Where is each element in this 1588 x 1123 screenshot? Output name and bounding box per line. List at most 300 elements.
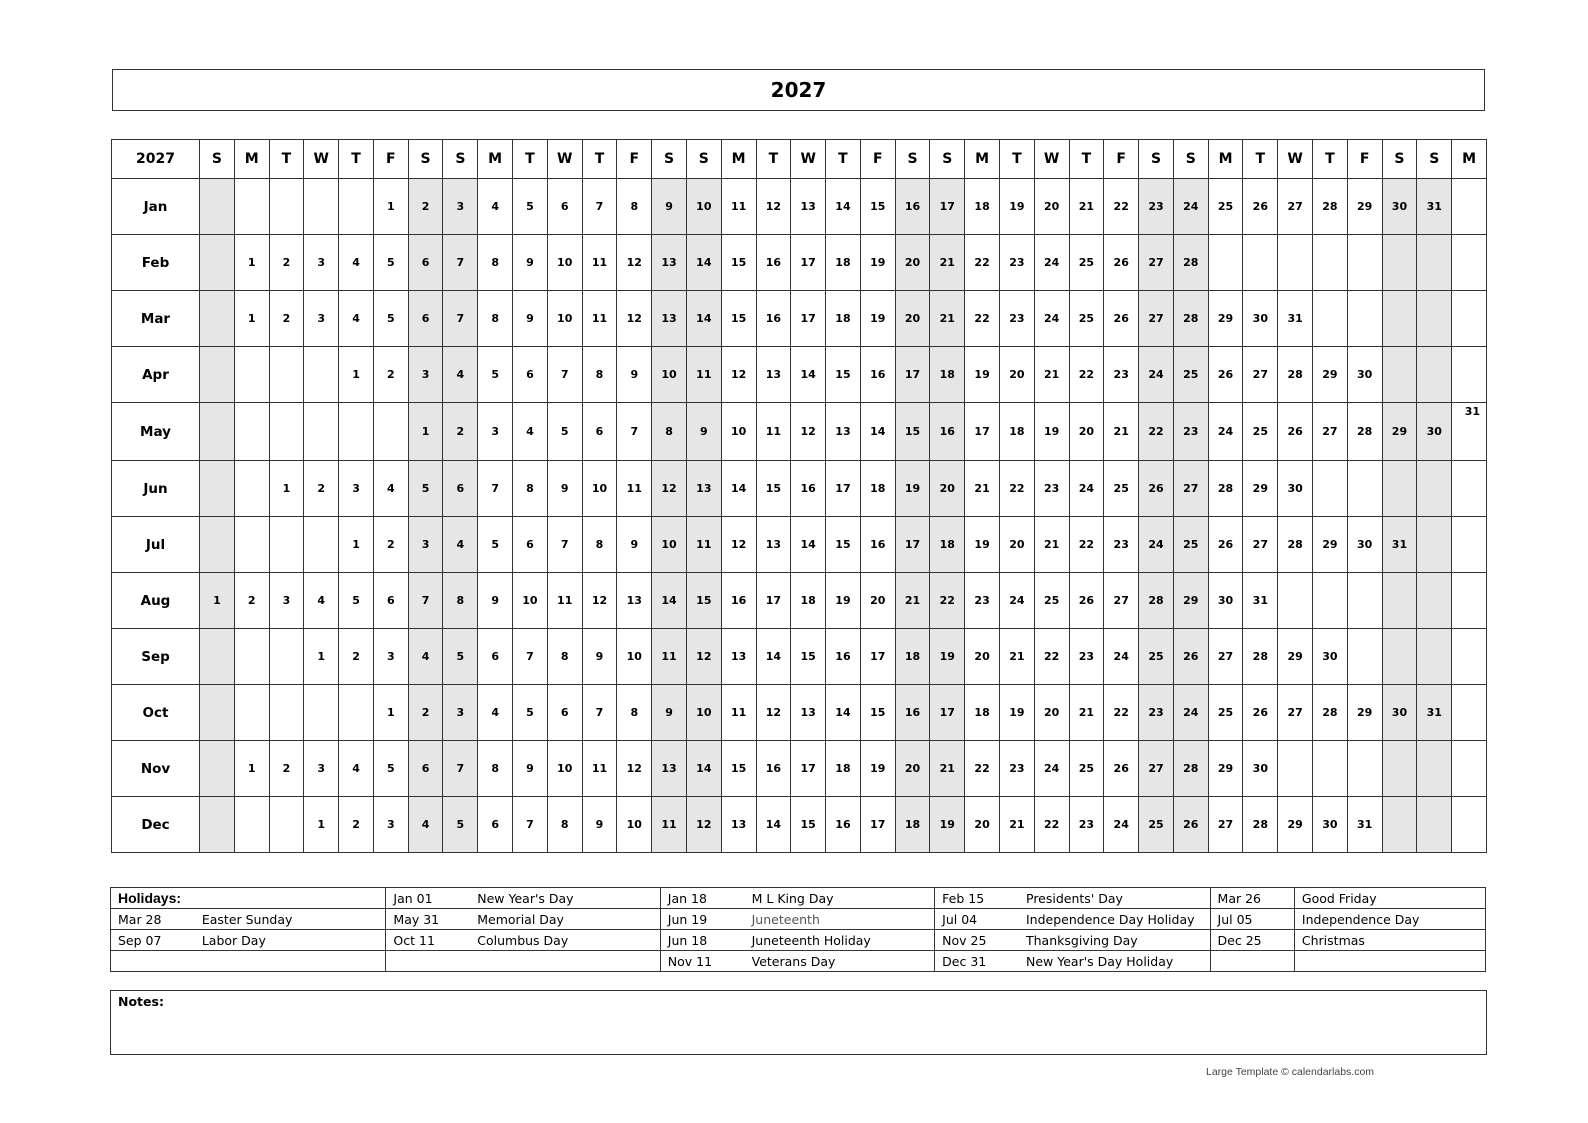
- day-cell[interactable]: [1452, 461, 1487, 517]
- day-cell[interactable]: 16: [930, 403, 965, 461]
- day-cell[interactable]: 29: [1313, 347, 1348, 403]
- day-cell[interactable]: 14: [826, 685, 861, 741]
- day-cell[interactable]: 19: [860, 291, 895, 347]
- day-cell[interactable]: 26: [1243, 179, 1278, 235]
- day-cell[interactable]: 14: [860, 403, 895, 461]
- day-cell[interactable]: 28: [1313, 179, 1348, 235]
- day-cell[interactable]: 17: [826, 461, 861, 517]
- day-cell[interactable]: 8: [582, 517, 617, 573]
- day-cell[interactable]: 16: [826, 797, 861, 853]
- day-cell[interactable]: 29: [1208, 291, 1243, 347]
- day-cell[interactable]: 11: [617, 461, 652, 517]
- day-cell[interactable]: 20: [965, 797, 1000, 853]
- day-cell[interactable]: 1: [234, 741, 269, 797]
- day-cell[interactable]: 11: [652, 797, 687, 853]
- day-cell[interactable]: 26: [1243, 685, 1278, 741]
- notes-box[interactable]: [110, 990, 1487, 1055]
- day-cell[interactable]: 24: [1173, 685, 1208, 741]
- day-cell[interactable]: [234, 685, 269, 741]
- day-cell[interactable]: 20: [999, 347, 1034, 403]
- day-cell[interactable]: 17: [930, 179, 965, 235]
- day-cell[interactable]: 14: [721, 461, 756, 517]
- day-cell[interactable]: 14: [652, 573, 687, 629]
- day-cell[interactable]: 2: [269, 741, 304, 797]
- day-cell[interactable]: 24: [1104, 797, 1139, 853]
- day-cell[interactable]: 7: [547, 517, 582, 573]
- day-cell[interactable]: 10: [652, 517, 687, 573]
- day-cell[interactable]: [234, 347, 269, 403]
- day-cell[interactable]: 18: [826, 291, 861, 347]
- day-cell[interactable]: 25: [1173, 347, 1208, 403]
- day-cell[interactable]: 30: [1208, 573, 1243, 629]
- day-cell[interactable]: 3: [408, 517, 443, 573]
- day-cell[interactable]: 13: [756, 347, 791, 403]
- day-cell[interactable]: [200, 741, 235, 797]
- day-cell[interactable]: 29: [1347, 179, 1382, 235]
- day-cell[interactable]: 29: [1173, 573, 1208, 629]
- day-cell[interactable]: 17: [860, 629, 895, 685]
- day-cell[interactable]: 18: [826, 235, 861, 291]
- day-cell[interactable]: 21: [930, 291, 965, 347]
- day-cell[interactable]: [1417, 291, 1452, 347]
- day-cell[interactable]: 6: [443, 461, 478, 517]
- day-cell[interactable]: 2: [443, 403, 478, 461]
- day-cell[interactable]: 20: [860, 573, 895, 629]
- day-cell[interactable]: 31: [1347, 797, 1382, 853]
- day-cell[interactable]: 21: [1069, 685, 1104, 741]
- day-cell[interactable]: 8: [652, 403, 687, 461]
- day-cell[interactable]: [269, 517, 304, 573]
- day-cell[interactable]: 5: [443, 797, 478, 853]
- day-cell[interactable]: 10: [582, 461, 617, 517]
- day-cell[interactable]: 19: [965, 517, 1000, 573]
- day-cell[interactable]: 16: [826, 629, 861, 685]
- day-cell[interactable]: 18: [930, 517, 965, 573]
- day-cell[interactable]: [200, 291, 235, 347]
- day-cell[interactable]: 28: [1278, 517, 1313, 573]
- day-cell[interactable]: 6: [478, 797, 513, 853]
- day-cell[interactable]: [339, 179, 374, 235]
- day-cell[interactable]: 28: [1173, 235, 1208, 291]
- day-cell[interactable]: 15: [791, 797, 826, 853]
- day-cell[interactable]: [339, 685, 374, 741]
- day-cell[interactable]: [1417, 573, 1452, 629]
- day-cell[interactable]: 10: [617, 629, 652, 685]
- day-cell[interactable]: 12: [686, 629, 721, 685]
- day-cell[interactable]: 29: [1382, 403, 1417, 461]
- day-cell[interactable]: 18: [965, 179, 1000, 235]
- day-cell[interactable]: 11: [582, 741, 617, 797]
- day-cell[interactable]: 25: [1104, 461, 1139, 517]
- day-cell[interactable]: 28: [1139, 573, 1174, 629]
- day-cell[interactable]: 23: [1069, 797, 1104, 853]
- day-cell[interactable]: 27: [1139, 741, 1174, 797]
- day-cell[interactable]: 25: [1139, 797, 1174, 853]
- day-cell[interactable]: 23: [1139, 685, 1174, 741]
- day-cell[interactable]: 10: [686, 179, 721, 235]
- day-cell[interactable]: [1382, 291, 1417, 347]
- day-cell[interactable]: 12: [756, 179, 791, 235]
- day-cell[interactable]: [1382, 461, 1417, 517]
- day-cell[interactable]: 22: [1034, 629, 1069, 685]
- day-cell[interactable]: 4: [408, 629, 443, 685]
- day-cell[interactable]: 17: [791, 235, 826, 291]
- day-cell[interactable]: [304, 685, 339, 741]
- day-cell[interactable]: 30: [1313, 629, 1348, 685]
- day-cell[interactable]: 8: [617, 685, 652, 741]
- day-cell[interactable]: 7: [408, 573, 443, 629]
- day-cell[interactable]: [1208, 235, 1243, 291]
- day-cell[interactable]: 27: [1243, 517, 1278, 573]
- day-cell[interactable]: 6: [547, 685, 582, 741]
- day-cell[interactable]: 23: [1139, 179, 1174, 235]
- day-cell[interactable]: [1417, 347, 1452, 403]
- day-cell[interactable]: 9: [513, 291, 548, 347]
- day-cell[interactable]: [200, 685, 235, 741]
- day-cell[interactable]: 15: [860, 179, 895, 235]
- day-cell[interactable]: 2: [408, 179, 443, 235]
- day-cell[interactable]: 30: [1382, 685, 1417, 741]
- day-cell[interactable]: 23: [1173, 403, 1208, 461]
- day-cell[interactable]: 10: [547, 235, 582, 291]
- day-cell[interactable]: 11: [652, 629, 687, 685]
- day-cell[interactable]: 16: [860, 347, 895, 403]
- day-cell[interactable]: 24: [1139, 347, 1174, 403]
- day-cell[interactable]: 7: [513, 797, 548, 853]
- day-cell[interactable]: 1: [408, 403, 443, 461]
- day-cell[interactable]: 16: [895, 685, 930, 741]
- day-cell[interactable]: 14: [756, 629, 791, 685]
- day-cell[interactable]: 26: [1208, 347, 1243, 403]
- day-cell[interactable]: 29: [1313, 517, 1348, 573]
- day-cell[interactable]: [1347, 741, 1382, 797]
- day-cell[interactable]: [1347, 461, 1382, 517]
- day-cell[interactable]: 2: [339, 797, 374, 853]
- day-cell[interactable]: [200, 517, 235, 573]
- day-cell[interactable]: 20: [895, 291, 930, 347]
- day-cell[interactable]: 26: [1173, 797, 1208, 853]
- day-cell[interactable]: 25: [1069, 235, 1104, 291]
- day-cell[interactable]: 4: [339, 741, 374, 797]
- day-cell[interactable]: [1417, 629, 1452, 685]
- day-cell[interactable]: 18: [895, 629, 930, 685]
- day-cell[interactable]: 8: [582, 347, 617, 403]
- day-cell[interactable]: 3: [408, 347, 443, 403]
- day-cell[interactable]: [1313, 235, 1348, 291]
- day-cell[interactable]: [1313, 291, 1348, 347]
- day-cell[interactable]: 22: [930, 573, 965, 629]
- day-cell[interactable]: [1452, 517, 1487, 573]
- day-cell[interactable]: 19: [826, 573, 861, 629]
- day-cell[interactable]: 25: [1069, 291, 1104, 347]
- day-cell[interactable]: 10: [686, 685, 721, 741]
- day-cell[interactable]: [1452, 573, 1487, 629]
- day-cell[interactable]: 7: [582, 179, 617, 235]
- day-cell[interactable]: 25: [1208, 179, 1243, 235]
- day-cell[interactable]: [304, 347, 339, 403]
- day-cell[interactable]: 15: [721, 235, 756, 291]
- day-cell[interactable]: 22: [965, 235, 1000, 291]
- day-cell[interactable]: [1417, 235, 1452, 291]
- day-cell[interactable]: 4: [339, 235, 374, 291]
- day-cell[interactable]: 27: [1278, 685, 1313, 741]
- day-cell[interactable]: 24: [1034, 741, 1069, 797]
- day-cell[interactable]: 31: [1452, 403, 1487, 461]
- day-cell[interactable]: 6: [373, 573, 408, 629]
- day-cell[interactable]: 30: [1243, 741, 1278, 797]
- day-cell[interactable]: [200, 403, 235, 461]
- day-cell[interactable]: 7: [443, 235, 478, 291]
- day-cell[interactable]: 9: [652, 685, 687, 741]
- day-cell[interactable]: [304, 403, 339, 461]
- day-cell[interactable]: 8: [478, 291, 513, 347]
- day-cell[interactable]: 14: [791, 517, 826, 573]
- day-cell[interactable]: 22: [965, 741, 1000, 797]
- day-cell[interactable]: [1417, 461, 1452, 517]
- day-cell[interactable]: 12: [686, 797, 721, 853]
- day-cell[interactable]: 25: [1243, 403, 1278, 461]
- day-cell[interactable]: [269, 629, 304, 685]
- day-cell[interactable]: 18: [999, 403, 1034, 461]
- day-cell[interactable]: 25: [1208, 685, 1243, 741]
- day-cell[interactable]: [200, 629, 235, 685]
- day-cell[interactable]: 13: [826, 403, 861, 461]
- day-cell[interactable]: 29: [1278, 629, 1313, 685]
- day-cell[interactable]: 15: [721, 291, 756, 347]
- day-cell[interactable]: 5: [478, 347, 513, 403]
- day-cell[interactable]: 23: [1034, 461, 1069, 517]
- day-cell[interactable]: 26: [1104, 235, 1139, 291]
- day-cell[interactable]: 6: [408, 291, 443, 347]
- day-cell[interactable]: [1452, 291, 1487, 347]
- day-cell[interactable]: 8: [478, 235, 513, 291]
- day-cell[interactable]: 17: [791, 291, 826, 347]
- day-cell[interactable]: 24: [999, 573, 1034, 629]
- day-cell[interactable]: 28: [1208, 461, 1243, 517]
- day-cell[interactable]: 4: [478, 179, 513, 235]
- day-cell[interactable]: 23: [1104, 347, 1139, 403]
- day-cell[interactable]: 27: [1139, 291, 1174, 347]
- day-cell[interactable]: [1452, 179, 1487, 235]
- day-cell[interactable]: 5: [513, 685, 548, 741]
- day-cell[interactable]: 21: [1034, 347, 1069, 403]
- day-cell[interactable]: 5: [373, 235, 408, 291]
- day-cell[interactable]: 22: [1034, 797, 1069, 853]
- day-cell[interactable]: 24: [1069, 461, 1104, 517]
- day-cell[interactable]: 16: [756, 235, 791, 291]
- day-cell[interactable]: 11: [582, 291, 617, 347]
- day-cell[interactable]: 5: [443, 629, 478, 685]
- day-cell[interactable]: 6: [582, 403, 617, 461]
- day-cell[interactable]: 13: [791, 685, 826, 741]
- day-cell[interactable]: [304, 179, 339, 235]
- day-cell[interactable]: [1452, 741, 1487, 797]
- day-cell[interactable]: 17: [860, 797, 895, 853]
- day-cell[interactable]: 23: [1104, 517, 1139, 573]
- day-cell[interactable]: 7: [443, 741, 478, 797]
- day-cell[interactable]: 14: [686, 291, 721, 347]
- day-cell[interactable]: 6: [547, 179, 582, 235]
- day-cell[interactable]: [1382, 573, 1417, 629]
- day-cell[interactable]: 30: [1313, 797, 1348, 853]
- day-cell[interactable]: 4: [443, 347, 478, 403]
- day-cell[interactable]: 27: [1208, 629, 1243, 685]
- day-cell[interactable]: 5: [339, 573, 374, 629]
- day-cell[interactable]: 24: [1034, 235, 1069, 291]
- day-cell[interactable]: 27: [1278, 179, 1313, 235]
- day-cell[interactable]: 14: [686, 235, 721, 291]
- day-cell[interactable]: 8: [478, 741, 513, 797]
- day-cell[interactable]: [269, 179, 304, 235]
- day-cell[interactable]: 14: [756, 797, 791, 853]
- day-cell[interactable]: 31: [1417, 685, 1452, 741]
- day-cell[interactable]: 1: [373, 685, 408, 741]
- day-cell[interactable]: 28: [1347, 403, 1382, 461]
- day-cell[interactable]: 15: [756, 461, 791, 517]
- day-cell[interactable]: [269, 347, 304, 403]
- day-cell[interactable]: 23: [999, 291, 1034, 347]
- day-cell[interactable]: 5: [408, 461, 443, 517]
- day-cell[interactable]: 11: [721, 179, 756, 235]
- day-cell[interactable]: [304, 517, 339, 573]
- day-cell[interactable]: 8: [547, 797, 582, 853]
- day-cell[interactable]: [200, 179, 235, 235]
- day-cell[interactable]: 16: [860, 517, 895, 573]
- day-cell[interactable]: [1347, 235, 1382, 291]
- day-cell[interactable]: 6: [408, 235, 443, 291]
- day-cell[interactable]: [1347, 629, 1382, 685]
- day-cell[interactable]: 24: [1139, 517, 1174, 573]
- day-cell[interactable]: 12: [791, 403, 826, 461]
- day-cell[interactable]: 28: [1313, 685, 1348, 741]
- day-cell[interactable]: 31: [1382, 517, 1417, 573]
- day-cell[interactable]: [1382, 235, 1417, 291]
- day-cell[interactable]: 11: [582, 235, 617, 291]
- day-cell[interactable]: 29: [1278, 797, 1313, 853]
- day-cell[interactable]: 22: [965, 291, 1000, 347]
- day-cell[interactable]: [1382, 741, 1417, 797]
- day-cell[interactable]: [234, 461, 269, 517]
- day-cell[interactable]: 20: [1034, 685, 1069, 741]
- day-cell[interactable]: 12: [617, 741, 652, 797]
- day-cell[interactable]: 30: [1417, 403, 1452, 461]
- day-cell[interactable]: 18: [860, 461, 895, 517]
- day-cell[interactable]: 1: [304, 797, 339, 853]
- day-cell[interactable]: 27: [1104, 573, 1139, 629]
- day-cell[interactable]: 30: [1243, 291, 1278, 347]
- day-cell[interactable]: 3: [373, 629, 408, 685]
- day-cell[interactable]: [269, 797, 304, 853]
- day-cell[interactable]: 31: [1243, 573, 1278, 629]
- day-cell[interactable]: 10: [652, 347, 687, 403]
- day-cell[interactable]: 28: [1278, 347, 1313, 403]
- day-cell[interactable]: 11: [721, 685, 756, 741]
- day-cell[interactable]: 3: [304, 291, 339, 347]
- day-cell[interactable]: 9: [513, 235, 548, 291]
- day-cell[interactable]: 19: [965, 347, 1000, 403]
- day-cell[interactable]: 18: [895, 797, 930, 853]
- day-cell[interactable]: 4: [478, 685, 513, 741]
- day-cell[interactable]: 4: [408, 797, 443, 853]
- day-cell[interactable]: 5: [547, 403, 582, 461]
- day-cell[interactable]: [1452, 797, 1487, 853]
- day-cell[interactable]: 28: [1173, 741, 1208, 797]
- day-cell[interactable]: 24: [1104, 629, 1139, 685]
- day-cell[interactable]: 27: [1139, 235, 1174, 291]
- day-cell[interactable]: 13: [721, 629, 756, 685]
- day-cell[interactable]: 1: [373, 179, 408, 235]
- day-cell[interactable]: 25: [1139, 629, 1174, 685]
- day-cell[interactable]: 9: [617, 517, 652, 573]
- day-cell[interactable]: 17: [895, 517, 930, 573]
- day-cell[interactable]: 26: [1139, 461, 1174, 517]
- day-cell[interactable]: 20: [999, 517, 1034, 573]
- day-cell[interactable]: 8: [547, 629, 582, 685]
- day-cell[interactable]: [234, 179, 269, 235]
- day-cell[interactable]: 21: [999, 629, 1034, 685]
- day-cell[interactable]: 11: [756, 403, 791, 461]
- day-cell[interactable]: [200, 797, 235, 853]
- day-cell[interactable]: 20: [1069, 403, 1104, 461]
- day-cell[interactable]: [1243, 235, 1278, 291]
- day-cell[interactable]: 15: [826, 347, 861, 403]
- day-cell[interactable]: 29: [1208, 741, 1243, 797]
- day-cell[interactable]: [1313, 573, 1348, 629]
- day-cell[interactable]: [1347, 291, 1382, 347]
- day-cell[interactable]: 18: [965, 685, 1000, 741]
- day-cell[interactable]: 13: [652, 291, 687, 347]
- day-cell[interactable]: 2: [304, 461, 339, 517]
- day-cell[interactable]: [1452, 629, 1487, 685]
- day-cell[interactable]: 21: [930, 741, 965, 797]
- day-cell[interactable]: 3: [478, 403, 513, 461]
- day-cell[interactable]: 15: [791, 629, 826, 685]
- day-cell[interactable]: [1278, 741, 1313, 797]
- day-cell[interactable]: 12: [756, 685, 791, 741]
- day-cell[interactable]: 21: [999, 797, 1034, 853]
- day-cell[interactable]: 19: [860, 741, 895, 797]
- day-cell[interactable]: 13: [652, 741, 687, 797]
- day-cell[interactable]: 20: [1034, 179, 1069, 235]
- day-cell[interactable]: [234, 629, 269, 685]
- day-cell[interactable]: 6: [513, 347, 548, 403]
- day-cell[interactable]: 12: [617, 235, 652, 291]
- day-cell[interactable]: 24: [1034, 291, 1069, 347]
- day-cell[interactable]: 7: [547, 347, 582, 403]
- day-cell[interactable]: 30: [1382, 179, 1417, 235]
- day-cell[interactable]: 22: [999, 461, 1034, 517]
- day-cell[interactable]: 8: [513, 461, 548, 517]
- day-cell[interactable]: 1: [200, 573, 235, 629]
- day-cell[interactable]: 3: [304, 741, 339, 797]
- day-cell[interactable]: 3: [373, 797, 408, 853]
- day-cell[interactable]: 15: [686, 573, 721, 629]
- day-cell[interactable]: 4: [339, 291, 374, 347]
- day-cell[interactable]: [200, 235, 235, 291]
- day-cell[interactable]: 5: [373, 291, 408, 347]
- day-cell[interactable]: 2: [408, 685, 443, 741]
- day-cell[interactable]: 9: [478, 573, 513, 629]
- day-cell[interactable]: 29: [1243, 461, 1278, 517]
- day-cell[interactable]: 3: [443, 179, 478, 235]
- day-cell[interactable]: 22: [1104, 179, 1139, 235]
- day-cell[interactable]: [1278, 573, 1313, 629]
- day-cell[interactable]: 3: [339, 461, 374, 517]
- day-cell[interactable]: 10: [721, 403, 756, 461]
- day-cell[interactable]: 8: [443, 573, 478, 629]
- day-cell[interactable]: 19: [930, 629, 965, 685]
- day-cell[interactable]: 16: [895, 179, 930, 235]
